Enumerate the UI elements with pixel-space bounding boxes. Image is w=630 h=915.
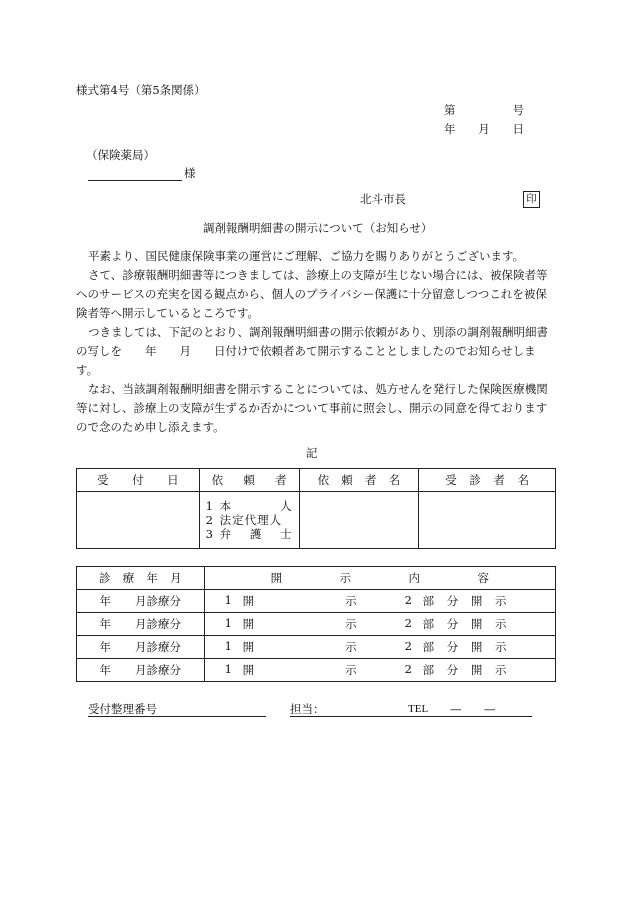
- header-requester: 依 頼 者: [211, 473, 287, 487]
- date-line: [444, 124, 524, 136]
- document-number-line: [444, 105, 524, 117]
- requester-option-label: 本 人: [219, 499, 292, 513]
- disclosure-options: [205, 593, 555, 609]
- requester-option-label: 弁 護 士: [219, 527, 292, 541]
- header-disclosure-content: 開 示 内 容: [270, 571, 489, 585]
- option-full-disclosure[interactable]: 1 開 示: [224, 616, 357, 631]
- recipient-org: （保険薬局）: [86, 148, 155, 162]
- tel-dash-2: —: [484, 702, 496, 716]
- requester-option[interactable]: 1 本 人: [205, 499, 292, 513]
- request-table-row: [77, 492, 556, 549]
- ki-heading: 記: [306, 446, 318, 460]
- header-received-date: 受 付 日: [97, 473, 179, 487]
- paragraph-background: さて、診療報酬明細書等につきましては、診療上の支障が生じない場合には、被保険者等へのサービスの充実を図る観点から、個人のプライバシー保護に十分留意しつつこれを被保険者等へ開示しているところです。: [76, 268, 548, 320]
- requester-options: [200, 499, 299, 541]
- cell-received-date[interactable]: [77, 492, 200, 549]
- cell-patient-name[interactable]: [419, 492, 556, 549]
- document-title: 調剤報酬明細書の開示について（お知らせ）: [203, 221, 433, 235]
- tel-dash-1: —: [450, 702, 462, 716]
- paragraph-notice: なお、当該調剤報酬明細書を開示することについては、処方せんを発行した保険医療機関等に対し、診療上の支障が生ずるか否かについて事前に照会し、開示の同意を得ておりますので念のため申し添えます。: [76, 382, 548, 434]
- treatment-month: 年 月診療分: [99, 640, 182, 654]
- date-year: 年: [444, 122, 456, 136]
- contact-label: 担当：: [290, 702, 325, 716]
- paragraph-greeting: 平素より、国民健康保険事業の運営にご理解、ご協力を賜りありがとうございます。: [88, 249, 525, 263]
- option-full-disclosure[interactable]: 1 開 示: [224, 639, 357, 654]
- header-patient-name: 受 診 者 名: [445, 473, 529, 487]
- request-table: [76, 468, 556, 549]
- requester-option[interactable]: 2 法定代理人: [206, 513, 299, 527]
- table-row: [77, 636, 556, 659]
- date-month: 月: [478, 122, 490, 136]
- recipient-honorific: 様: [184, 166, 196, 180]
- contact-line[interactable]: [290, 716, 532, 717]
- sender-name: 北斗市長: [360, 192, 406, 206]
- disclosure-options: [205, 616, 555, 632]
- option-full-disclosure[interactable]: 1 開 示: [224, 662, 357, 677]
- request-table-header: [77, 469, 556, 492]
- number-prefix: 第: [444, 103, 456, 117]
- option-partial-disclosure[interactable]: 2 部 分 開 示: [404, 662, 507, 677]
- form-number: 様式第4号（第5条関係）: [76, 83, 206, 97]
- tel-label: TEL: [408, 703, 429, 715]
- table-row: [77, 659, 556, 682]
- recipient-name-line: [88, 180, 182, 181]
- disclosure-options: [205, 662, 555, 678]
- option-partial-disclosure[interactable]: 2 部 分 開 示: [404, 593, 507, 608]
- table-row: [77, 590, 556, 613]
- treatment-month: 年 月診療分: [99, 594, 182, 608]
- treatment-month: 年 月診療分: [99, 617, 182, 631]
- table-row: [77, 613, 556, 636]
- receipt-number-line[interactable]: [88, 716, 266, 717]
- header-treatment-month: 診 療 年 月: [99, 571, 182, 585]
- treatment-month: 年 月診療分: [99, 663, 182, 677]
- receipt-number-label: 受付整理番号: [88, 702, 157, 716]
- requester-option[interactable]: 3 弁 護 士: [205, 527, 292, 541]
- body-text: [76, 247, 554, 437]
- option-full-disclosure[interactable]: 1 開 示: [224, 593, 357, 608]
- disclosure-table-header: [77, 567, 556, 590]
- option-partial-disclosure[interactable]: 2 部 分 開 示: [404, 616, 507, 631]
- number-suffix: 号: [512, 103, 524, 117]
- disclosure-table: [76, 566, 556, 682]
- seal-mark: 印: [523, 191, 540, 208]
- header-requester-name: 依 頼 者 名: [317, 473, 401, 487]
- option-partial-disclosure[interactable]: 2 部 分 開 示: [404, 639, 507, 654]
- disclosure-options: [205, 639, 555, 655]
- date-day: 日: [512, 122, 524, 136]
- paragraph-disclosure: つきましては、下記のとおり、調剤報酬明細書の開示依頼があり、別添の調剤報酬明細書の写しを 年 月 日付けで依頼者あて開示することとしましたのでお知らせします。: [76, 325, 548, 377]
- requester-option-label: 法定代理人: [219, 513, 283, 527]
- cell-requester-name[interactable]: [299, 492, 419, 549]
